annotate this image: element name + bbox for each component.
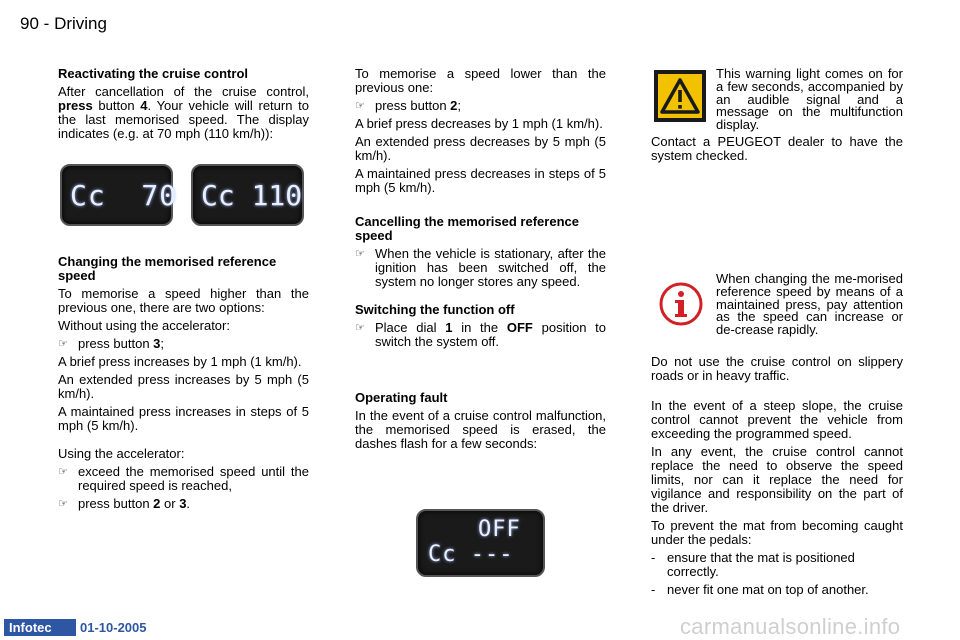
column-3-contact xyxy=(651,135,903,167)
display-110: Cc 110 xyxy=(191,164,304,226)
warning-triangle-icon xyxy=(654,70,706,122)
infotec-logo: Infotec xyxy=(4,619,76,636)
brief-increase: A brief press increases by 1 mph (1 km/h). xyxy=(58,354,302,369)
mat-intro: To prevent the mat from becoming caught under the pedals: xyxy=(651,518,903,547)
info-circle-icon xyxy=(658,281,704,327)
steep-slope: In the event of a steep slope, the cruise control cannot prevent the vehicle from exceeding the programmed speed. xyxy=(651,398,903,441)
heading-switching: Switching the function off xyxy=(355,302,515,317)
bullet-place-dial: ☞ Place dial 1 in the OFF position to switch the system off. xyxy=(355,321,606,349)
warning-text: This warning light comes on for a few seconds, accompanied by an audible signal and a message on the multifunction display. xyxy=(716,66,903,133)
bullet-stationary: ☞ When the vehicle is stationary, after the ignition has been switched off, the system no longer stores any speed. xyxy=(355,247,606,289)
warning-triangle-svg xyxy=(658,74,702,118)
extended-increase: An extended press increases by 5 mph (5 km/h). xyxy=(58,372,309,401)
bullet-press-2: ☞ press button 2; xyxy=(355,99,606,113)
info-circle-svg xyxy=(658,281,704,327)
lower-intro: To memorise a speed lower than the previous one: xyxy=(355,66,606,95)
fault-text: In the event of a cruise control malfunction, the memorised speed is erased, the dashes flash for a few seconds: xyxy=(355,408,606,451)
column-3-lower xyxy=(651,355,903,601)
page-number: 90 xyxy=(20,14,39,33)
display-off: OFF Cc --- xyxy=(416,509,545,577)
column-2 xyxy=(355,67,606,455)
slippery-roads: Do not use the cruise control on slippery roads or in heavy traffic. xyxy=(651,354,903,383)
extended-decrease: An extended press decreases by 5 mph (5 km/h). xyxy=(355,134,606,163)
maintained-decrease: A maintained press decreases in steps of 5 mph (5 km/h). xyxy=(355,166,606,195)
using-accelerator: Using the accelerator: xyxy=(58,446,185,461)
watermark: carmanualsonline.info xyxy=(680,614,901,639)
column-1-lower xyxy=(58,255,309,515)
contact-dealer: Contact a PEUGEOT dealer to have the system checked. xyxy=(651,134,903,163)
heading-cancelling: Cancelling the memorised reference speed xyxy=(355,214,579,243)
mat-item-2: - never fit one mat on top of another. xyxy=(651,583,903,597)
info-text: When changing the me-morised reference speed by means of a maintained press, pay attention as the speed can increase or de-crease rapidly. xyxy=(716,271,903,338)
header-separator: - xyxy=(43,14,50,33)
any-event: In any event, the cruise control cannot replace the need to observe the speed limits, nor can it replace the need for vigilance and responsibility on the part of the driver. xyxy=(651,444,903,515)
changing-intro: To memorise a speed higher than the previous one, there are two options: xyxy=(58,286,309,315)
bullet-press-2-3: ☞ press button 2 or 3. xyxy=(58,497,309,511)
bullet-exceed: ☞ exceed the memorised speed until the required speed is reached, xyxy=(58,465,309,493)
heading-operating-fault: Operating fault xyxy=(355,390,448,405)
mat-item-1: - ensure that the mat is positioned correctly. xyxy=(651,551,903,579)
maintained-increase: A maintained press increases in steps of 5 mph (5 km/h). xyxy=(58,404,309,433)
section-title: Driving xyxy=(54,14,107,33)
reactivating-text: After cancellation of the cruise control, press button 4. Your vehicle will return to the last memorised speed. The display indicates (e.g. at 70 mph (110 km/h)): xyxy=(58,84,309,141)
page-header xyxy=(20,14,107,34)
display-70: Cc 70 xyxy=(60,164,173,226)
heading-reactivating: Reactivating the cruise control xyxy=(58,66,248,81)
without-accelerator: Without using the accelerator: xyxy=(58,318,230,333)
footer-date: 01-10-2005 xyxy=(80,620,147,635)
bullet-press-3: ☞ press button 3; xyxy=(58,337,309,351)
column-1 xyxy=(58,67,309,145)
heading-changing: Changing the memorised reference speed xyxy=(58,254,277,283)
brief-decrease: A brief press decreases by 1 mph (1 km/h). xyxy=(355,116,603,131)
